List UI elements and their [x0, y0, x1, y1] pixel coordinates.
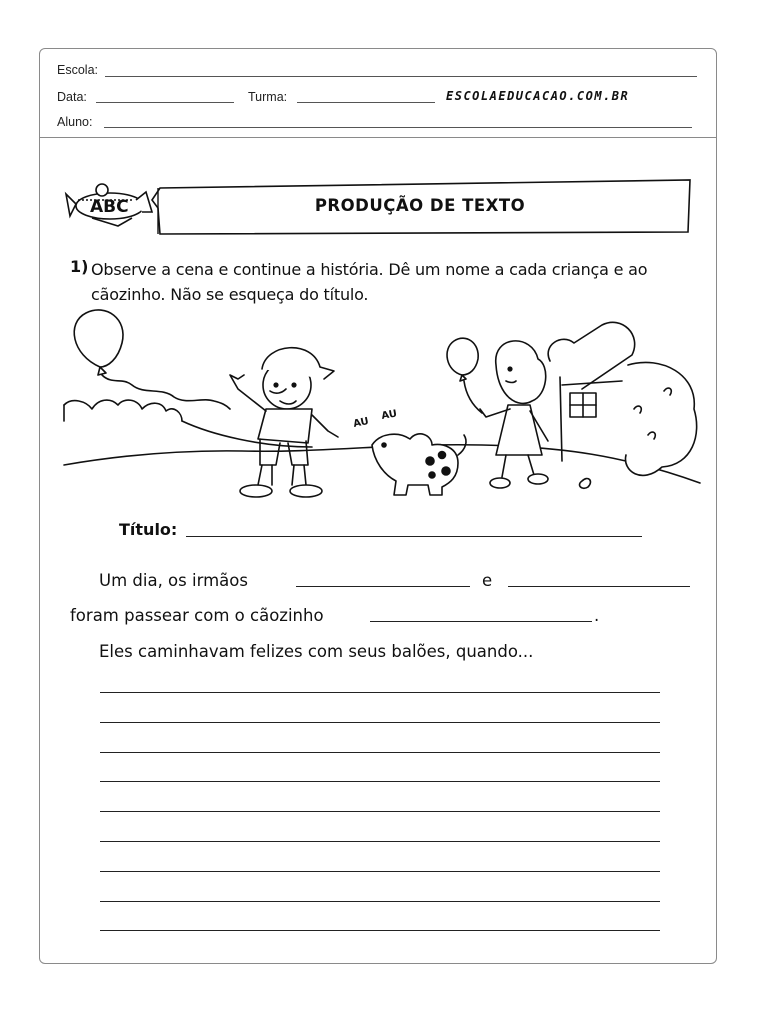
data-field[interactable] [96, 102, 234, 103]
story-line1-start: Um dia, os irmãos [99, 571, 248, 590]
bark-text-1: AU [352, 415, 370, 430]
story-line1-mid: e [482, 571, 493, 590]
story-line2-start: foram passear com o cãozinho [70, 606, 324, 625]
escola-label: Escola: [57, 63, 98, 77]
website-url: ESCOLAEDUCACAO.COM.BR [446, 89, 630, 103]
escola-field[interactable] [105, 76, 697, 77]
aluno-field[interactable] [104, 127, 692, 128]
dog-name-field[interactable] [370, 621, 592, 622]
writing-line[interactable] [100, 841, 660, 842]
aluno-label: Aluno: [57, 115, 93, 129]
scene-illustration [62, 305, 702, 510]
dog-figure-icon [372, 434, 466, 495]
story-line2-end: . [594, 606, 600, 625]
story-line3: Eles caminhavam felizes com seus balões, quando... [99, 642, 534, 661]
house-tree-icon [548, 322, 696, 488]
banner-title: PRODUÇÃO DE TEXTO [314, 196, 526, 215]
titulo-field[interactable] [186, 536, 642, 537]
writing-line[interactable] [100, 811, 660, 812]
writing-line[interactable] [100, 901, 660, 902]
sibling2-name-field[interactable] [508, 586, 690, 587]
balloon-right-icon [447, 338, 482, 413]
header-divider [39, 137, 717, 138]
turma-label: Turma: [248, 90, 288, 104]
writing-line[interactable] [100, 692, 660, 693]
writing-line[interactable] [100, 752, 660, 753]
question-text: Observe a cena e continue a história. Dê um nome a cada criança e ao cãozinho. Não se esqueça do título. [91, 260, 648, 304]
titulo-label: Título: [119, 520, 178, 539]
question-number: 1) [70, 257, 89, 276]
writing-line[interactable] [100, 722, 660, 723]
sibling1-name-field[interactable] [296, 586, 470, 587]
writing-line[interactable] [100, 781, 660, 782]
bark-text-2: AU [380, 408, 398, 422]
turma-field[interactable] [297, 102, 435, 103]
balloon-left-icon [74, 310, 230, 409]
logo-letters: ABC [90, 197, 129, 217]
girl-figure-icon [480, 341, 548, 488]
boy-figure-icon [230, 348, 338, 497]
writing-line[interactable] [100, 871, 660, 872]
data-label: Data: [57, 90, 87, 104]
writing-line[interactable] [100, 930, 660, 931]
